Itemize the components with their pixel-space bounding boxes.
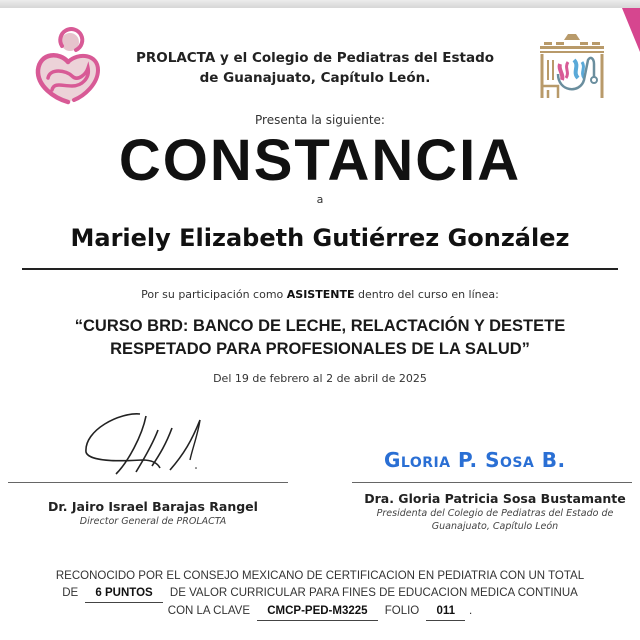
signer-right-name: Dra. Gloria Patricia Sosa Bustamante — [364, 491, 626, 506]
course-title-line-1: “CURSO BRD: BANCO DE LECHE, RELACTACIÓN Y DESTETE — [74, 317, 566, 335]
pink-corner-accent — [622, 8, 640, 52]
recipient-underline — [22, 268, 618, 270]
recognition-line-1: RECONOCIDO POR EL CONSEJO MEXICANO DE CERTIFICACION EN PEDIATRIA CON UN TOTAL — [55, 570, 585, 582]
end-period: . — [469, 605, 473, 617]
course-dates: Del 19 de febrero al 2 de abril de 2025 — [213, 372, 427, 385]
signature-line-right — [352, 482, 632, 483]
participation-statement — [0, 288, 640, 301]
issuer-heading — [110, 48, 520, 88]
signature-line-left — [8, 482, 288, 483]
course-title-line-2: RESPETADO PARA PROFESIONALES DE LA SALUD” — [110, 340, 530, 358]
signature-left-icon — [80, 410, 220, 480]
signature-right-handwriting: Gloria P. Sosa B. — [384, 448, 566, 472]
clave-label: CON LA CLAVE — [167, 605, 251, 617]
curricular-points: 6 PUNTOS — [85, 585, 162, 603]
recipient-name: Mariely Elizabeth Gutiérrez González — [70, 224, 570, 252]
recognition-de: DE — [62, 587, 79, 599]
participation-role: ASISTENTE — [286, 288, 355, 301]
folio-value: 011 — [426, 603, 465, 621]
colegio-pediatras-logo-icon — [534, 30, 610, 102]
to-word: a — [316, 193, 324, 206]
recognition-line-3 — [0, 603, 640, 621]
recognition-line-2 — [0, 585, 640, 603]
issuer-line-1: PROLACTA y el Colegio de Pediatras del Estado — [135, 50, 495, 66]
prolacta-logo-icon — [32, 26, 104, 106]
recognition-line-2-suffix: DE VALOR CURRICULAR PARA FINES DE EDUCACION MEDICA CONTINUA — [169, 587, 578, 599]
participation-prefix: Por su participación como — [141, 288, 287, 301]
certificate-title: CONSTANCIA — [118, 128, 522, 193]
signer-right-role-line-1: Presidenta del Colegio de Pediatras del Estado de — [376, 508, 614, 519]
signer-right — [350, 490, 640, 533]
top-edge-bar — [0, 0, 640, 8]
recognition-statement — [0, 568, 640, 621]
intro-text: Presenta la siguiente: — [255, 113, 385, 127]
course-title — [0, 315, 640, 361]
signer-right-role-line-2: Guanajuato, Capítulo León — [431, 521, 559, 532]
signer-left-role: Director General de PROLACTA — [79, 516, 227, 527]
clave-value: CMCP-PED-M3225 — [257, 603, 377, 621]
signer-left-name: Dr. Jairo Israel Barajas Rangel — [48, 499, 258, 514]
participation-suffix: dentro del curso en línea: — [354, 288, 499, 301]
issuer-line-2: de Guanajuato, Capítulo León. — [199, 70, 431, 86]
folio-label: FOLIO — [384, 605, 420, 617]
signer-left — [8, 498, 298, 528]
